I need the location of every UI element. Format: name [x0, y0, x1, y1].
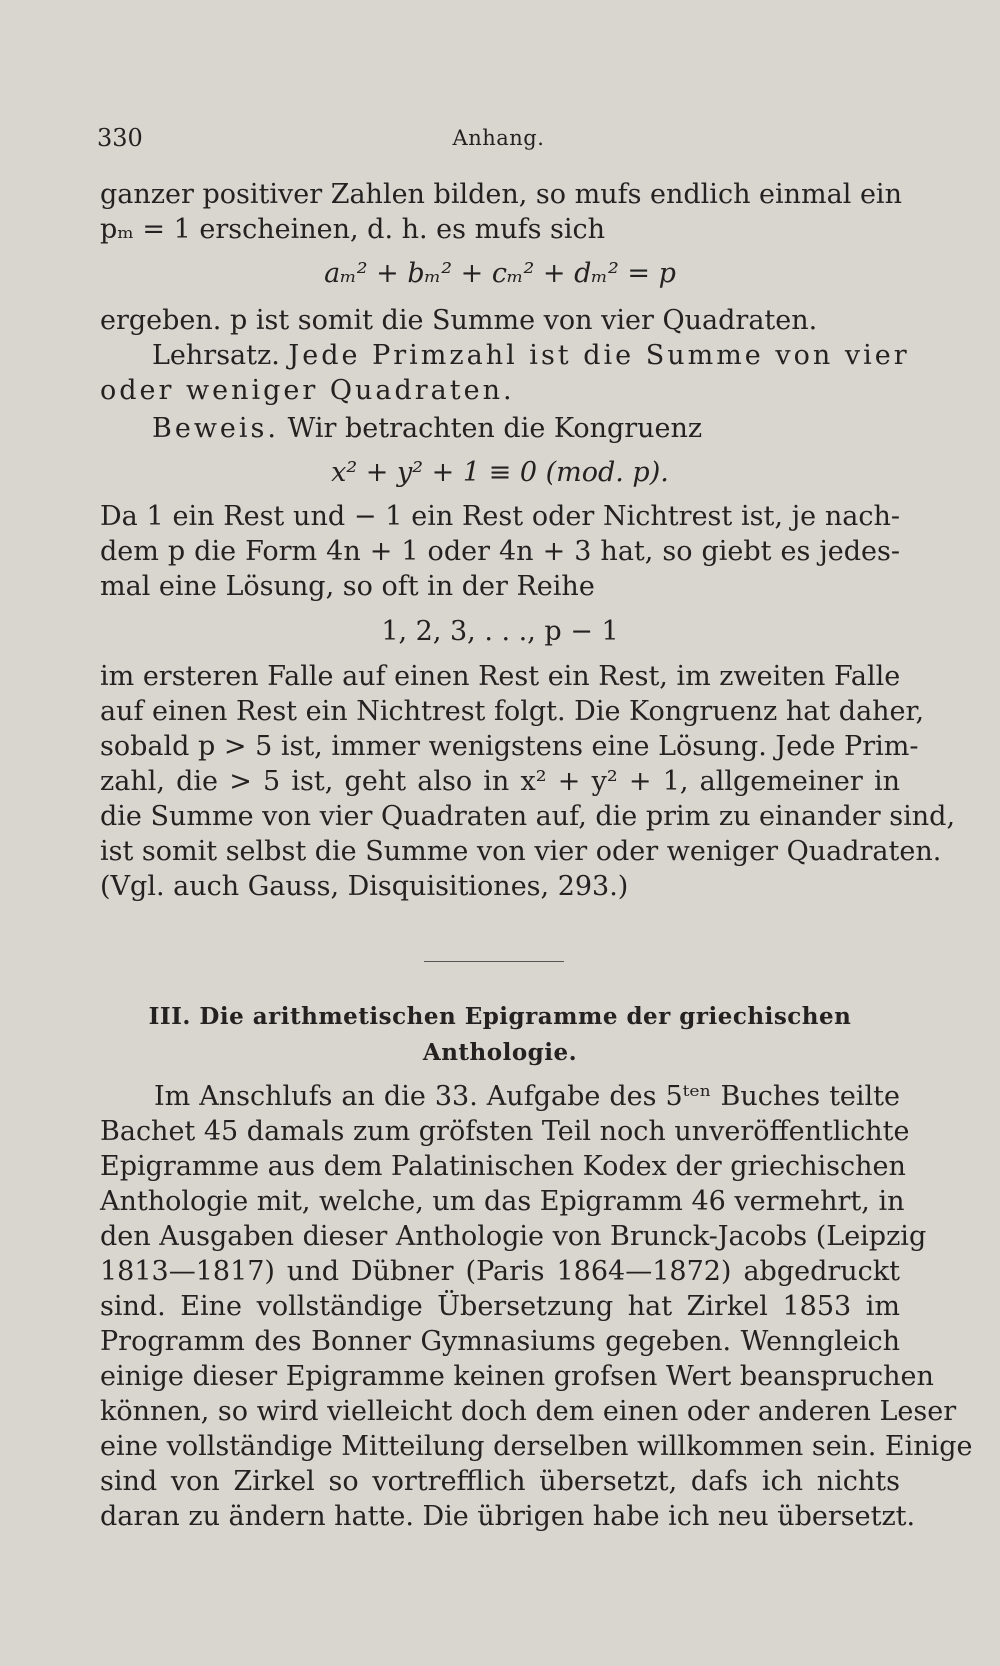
page-number: 330: [97, 124, 143, 152]
text-line: ist somit selbst die Summe von vier oder weniger Quadraten.: [100, 836, 942, 867]
text-line: auf einen Rest ein Nichtrest folgt. Die Kongruenz hat daher,: [100, 696, 925, 727]
section-heading: III. Die arithmetischen Epigramme der griechischen: [148, 1003, 852, 1030]
text-line: Bachet 45 damals zum gröfsten Teil noch unveröffentlichte: [100, 1116, 910, 1147]
text-line: sobald p > 5 ist, immer wenigstens eine Lösung. Jede Prim-: [100, 731, 919, 762]
theorem-text: Jede Primzahl ist die Summe von vier: [288, 340, 910, 371]
text-line: Anthologie mit, welche, um das Epigramm 46 vermehrt, in: [100, 1186, 905, 1217]
text-line: sind. Eine vollständige Übersetzung hat Zirkel 1853 im: [100, 1291, 900, 1322]
theorem-label: Lehrsatz.: [152, 340, 280, 371]
text-line: eine vollständige Mitteilung derselben willkommen sein. Einige: [100, 1431, 973, 1462]
section-divider: [424, 961, 564, 962]
text-line: dem p die Form 4n + 1 oder 4n + 3 hat, so giebt es jedes-: [100, 536, 900, 567]
text-line: 1813—1817) und Dübner (Paris 1864—1872) abgedruckt: [100, 1256, 900, 1287]
text-line: können, so wird vielleicht doch dem einen oder anderen Leser: [100, 1396, 957, 1427]
proof-line: [152, 412, 702, 446]
proof-text: Wir betrachten die Kongruenz: [287, 413, 703, 444]
theorem-line: [152, 339, 910, 373]
text-line: sind von Zirkel so vortrefflich übersetzt, dafs ich nichts: [100, 1466, 900, 1497]
formula-line: x² + y² + 1 ≡ 0 (mod. p).: [331, 457, 669, 488]
text-line: die Summe von vier Quadraten auf, die prim zu einander sind,: [100, 801, 956, 832]
proof-label: Beweis.: [152, 413, 279, 444]
running-head: Anhang.: [452, 126, 545, 150]
text-line: pₘ = 1 erscheinen, d. h. es mufs sich: [100, 214, 606, 245]
text-line: Im Anschlufs an die 33. Aufgabe des 5ᵗᵉⁿ Buches teilte: [154, 1081, 900, 1112]
text-line: einige dieser Epigramme keinen grofsen Wert beanspruchen: [100, 1361, 934, 1392]
section-heading: Anthologie.: [422, 1039, 578, 1066]
text-line: oder weniger Quadraten.: [100, 375, 515, 406]
formula-line: aₘ² + bₘ² + cₘ² + dₘ² = p: [324, 258, 676, 289]
text-line: Programm des Bonner Gymnasiums gegeben. Wenngleich: [100, 1326, 900, 1357]
formula-line: 1, 2, 3, . . ., p − 1: [381, 616, 619, 647]
text-line: den Ausgaben dieser Anthologie von Brunck-Jacobs (Leipzig: [100, 1221, 927, 1252]
text-line: ergeben. p ist somit die Summe von vier Quadraten.: [100, 305, 818, 336]
text-line: mal eine Lösung, so oft in der Reihe: [100, 571, 595, 602]
text-line: Epigramme aus dem Palatinischen Kodex der griechischen: [100, 1151, 906, 1182]
page-header: [97, 124, 900, 164]
text-line: Da 1 ein Rest und − 1 ein Rest oder Nichtrest ist, je nach-: [100, 501, 900, 532]
text-line: zahl, die > 5 ist, geht also in x² + y² + 1, allgemeiner in: [100, 766, 900, 797]
text-line: daran zu ändern hatte. Die übrigen habe ich neu übersetzt.: [100, 1501, 916, 1532]
text-line: (Vgl. auch Gauss, Disquisitiones, 293.): [100, 871, 629, 902]
text-line: im ersteren Falle auf einen Rest ein Rest, im zweiten Falle: [100, 661, 901, 692]
text-line: ganzer positiver Zahlen bilden, so mufs endlich einmal ein: [100, 179, 902, 210]
